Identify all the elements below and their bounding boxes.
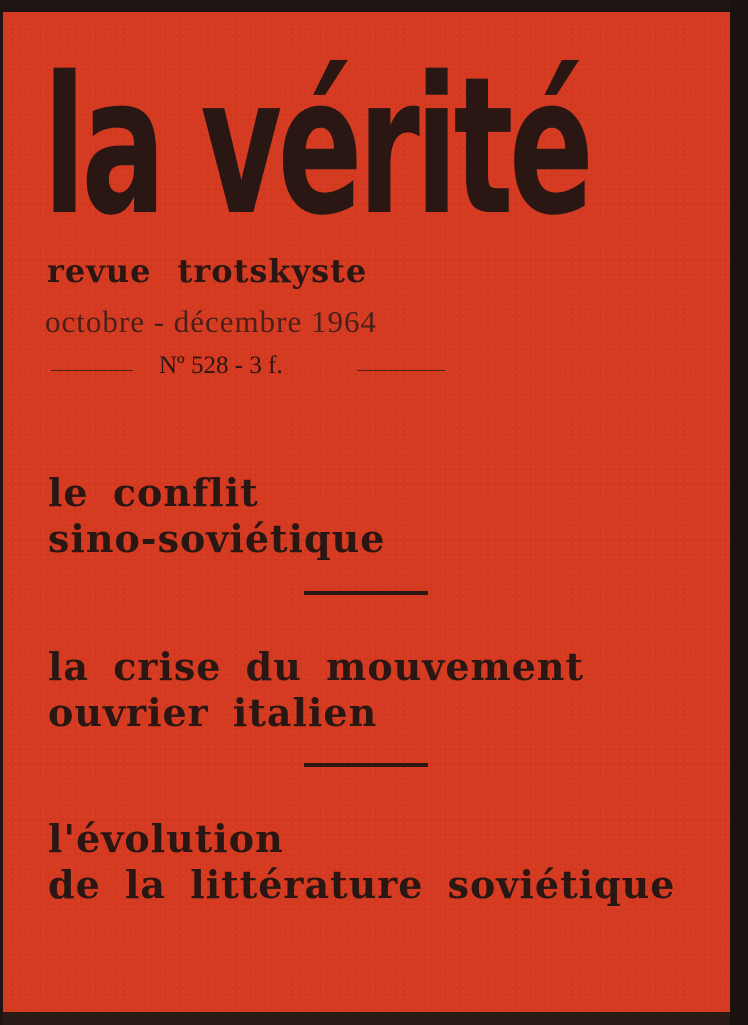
magazine-cover bbox=[3, 12, 730, 1012]
article-headline-1-line-2: sino-soviétique bbox=[48, 516, 386, 561]
article-headline-3 bbox=[48, 816, 675, 908]
article-headline-2-line-2: ouvrier italien bbox=[48, 690, 378, 735]
article-divider-1 bbox=[304, 591, 428, 595]
issue-rule-right bbox=[357, 370, 445, 371]
article-headline-2-line-1: la crise du mouvement bbox=[48, 644, 585, 689]
issue-rule-left bbox=[51, 370, 133, 371]
masthead-title: la vérité bbox=[43, 36, 590, 257]
scan-edge-bottom bbox=[3, 1012, 730, 1025]
article-divider-2 bbox=[304, 763, 428, 767]
article-headline-1-line-1: le conflit bbox=[48, 470, 259, 515]
issue-date: octobre - décembre 1964 bbox=[45, 304, 378, 339]
issue-number-row bbox=[51, 350, 443, 390]
scan-edge-right bbox=[730, 0, 748, 1025]
article-headline-3-line-2: de la littérature soviétique bbox=[48, 862, 676, 907]
article-headline-2 bbox=[48, 644, 584, 736]
subtitle: revue trotskyste bbox=[47, 252, 368, 290]
issue-number-price: Nº 528 - 3 f. bbox=[159, 352, 283, 379]
article-headline-1 bbox=[48, 470, 385, 562]
article-headline-3-line-1: l'évolution bbox=[48, 816, 284, 861]
